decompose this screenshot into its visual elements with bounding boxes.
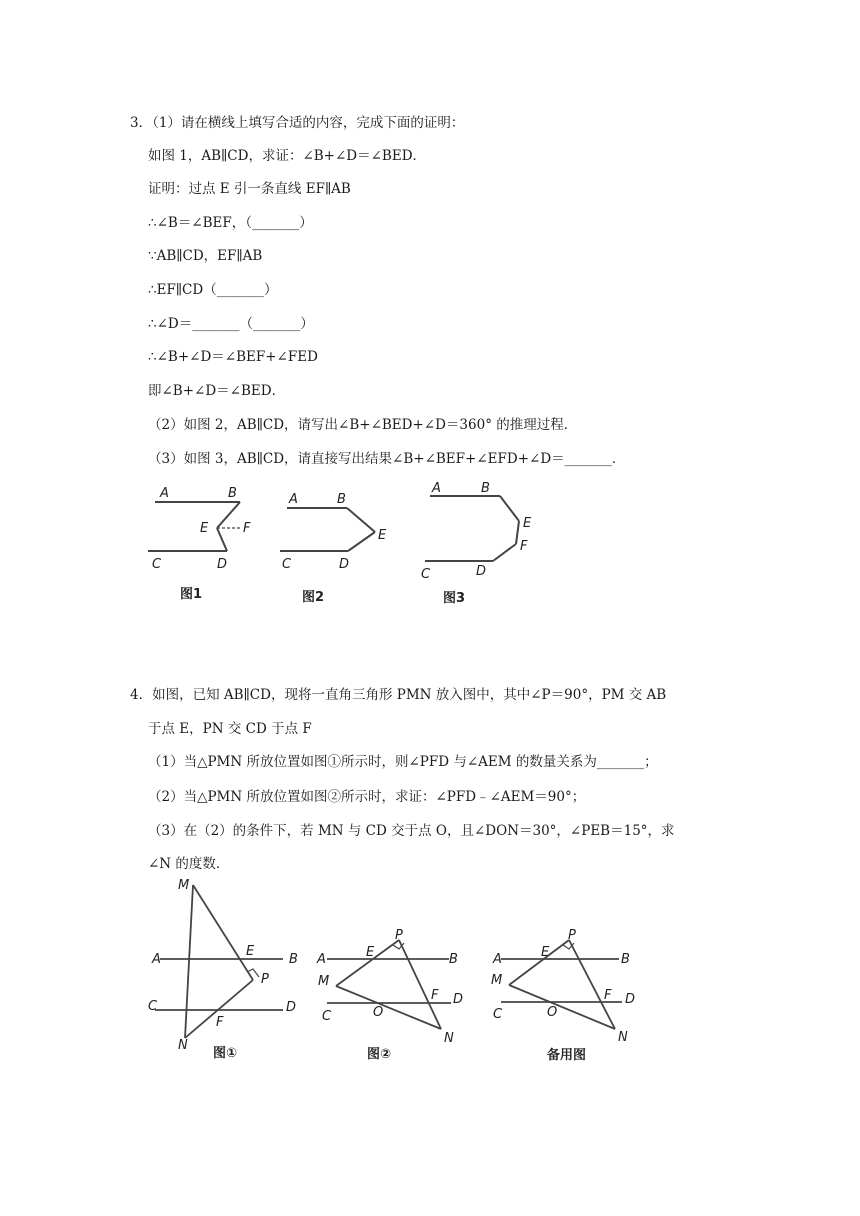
figc1-label-b: B xyxy=(289,952,298,967)
q4-line-1: 4．如图，已知 AB∥CD，现将一直角三角形 PMN 放入图中，其中∠P＝90°，PM 交 AB xyxy=(130,687,667,703)
figbk-label-o: O xyxy=(547,1005,558,1020)
fig2-label-b: B xyxy=(337,492,346,507)
figbk-caption: 备用图 xyxy=(547,1048,587,1063)
figbk-label-e: E xyxy=(541,945,550,960)
figc1-label-n: N xyxy=(178,1038,188,1053)
fig1-label-c: C xyxy=(152,557,162,572)
fig1-label-f: F xyxy=(243,521,251,536)
fig3-label-d: D xyxy=(476,564,487,579)
q3-line-10: （2）如图 2，AB∥CD，请写出∠B+∠BED+∠D＝360° 的推理过程． xyxy=(148,417,578,433)
figbk-label-b: B xyxy=(621,952,630,967)
fig1-label-a: A xyxy=(160,486,169,501)
figc2-label-o: O xyxy=(373,1005,384,1020)
fig2-label-a: A xyxy=(289,492,298,507)
fig1-label-d: D xyxy=(217,557,228,572)
fig3-label-a: A xyxy=(432,481,441,496)
fig2-caption: 图2 xyxy=(302,590,325,605)
figbk-label-a: A xyxy=(493,952,502,967)
q3-line-5: ∵AB∥CD，EF∥AB xyxy=(148,248,263,264)
figc1-label-p: P xyxy=(261,972,269,987)
q3-line-11: （3）如图 3，AB∥CD，请直接写出结果∠B+∠BEF+∠EFD+∠D＝_______． xyxy=(148,451,626,467)
fig3-label-c: C xyxy=(421,567,431,582)
q3-line-4: ∴∠B＝∠BEF，（_______） xyxy=(148,215,313,231)
figc1-label-a: A xyxy=(152,952,161,967)
figure-2 xyxy=(272,485,402,619)
figbk-label-p: P xyxy=(568,928,576,943)
fig2-label-e: E xyxy=(378,528,387,543)
fig3-caption: 图3 xyxy=(443,591,466,606)
figc2-label-a: A xyxy=(317,952,326,967)
q4-line-2: 于点 E，PN 交 CD 于点 F xyxy=(148,721,312,737)
fig2-label-c: C xyxy=(282,557,292,572)
figbk-label-n: N xyxy=(618,1030,628,1045)
figbk-label-f: F xyxy=(604,988,612,1003)
figc1-label-c: C xyxy=(148,999,158,1014)
figc2-label-d: D xyxy=(453,992,464,1007)
fig1-label-b: B xyxy=(228,486,237,501)
figc2-caption: 图② xyxy=(367,1047,392,1062)
figure-backup xyxy=(485,925,655,1074)
figc2-label-n: N xyxy=(444,1031,454,1046)
figure-3 xyxy=(413,478,563,612)
fig3-label-e: E xyxy=(523,516,532,531)
q3-line-8: ∴∠B+∠D＝∠BEF+∠FED xyxy=(148,349,318,365)
q3-line-3: 证明：过点 E 引一条直线 EF∥AB xyxy=(148,181,351,197)
figc2-label-b: B xyxy=(449,952,458,967)
figbk-label-c: C xyxy=(493,1007,503,1022)
figc2-label-f: F xyxy=(431,988,439,1003)
figure-circled-2 xyxy=(311,925,481,1074)
figc2-label-m: M xyxy=(318,974,330,989)
figc1-caption: 图① xyxy=(213,1046,238,1061)
figc2-label-p: P xyxy=(395,928,403,943)
figc1-label-f: F xyxy=(216,1015,224,1030)
fig3-label-f: F xyxy=(520,539,528,554)
q4-line-5: （3）在（2）的条件下，若 MN 与 CD 交于点 O，且∠DON＝30°，∠PEB＝15°，求 xyxy=(148,823,675,839)
figc1-label-e: E xyxy=(246,944,255,959)
q3-line-6: ∴EF∥CD（_______） xyxy=(148,282,278,298)
fig2-label-d: D xyxy=(339,557,350,572)
fig3-label-b: B xyxy=(481,481,490,496)
figc2-label-e: E xyxy=(366,945,375,960)
q3-line-2: 如图 1，AB∥CD，求证：∠B+∠D＝∠BED． xyxy=(148,148,427,164)
figbk-label-m: M xyxy=(491,973,503,988)
fig1-caption: 图1 xyxy=(180,587,203,602)
q3-line-1: 3．（1）请在横线上填写合适的内容，完成下面的证明： xyxy=(130,115,465,131)
q3-line-9: 即∠B+∠D＝∠BED． xyxy=(148,383,286,399)
figc1-label-d: D xyxy=(286,1000,297,1015)
q4-line-4: （2）当△PMN 所放位置如图②所示时，求证：∠PFD﹣∠AEM＝90°； xyxy=(148,789,586,805)
fig1-label-e: E xyxy=(200,521,209,536)
q4-line-6: ∠N 的度数． xyxy=(148,856,230,872)
figure-1 xyxy=(140,478,270,612)
figc2-label-c: C xyxy=(322,1009,332,1024)
figbk-label-d: D xyxy=(625,992,636,1007)
q3-line-7: ∴∠D＝_______（_______） xyxy=(148,316,314,332)
figure-circled-1 xyxy=(143,875,313,1074)
q4-line-3: （1）当△PMN 所放位置如图①所示时，则∠PFD 与∠AEM 的数量关系为_______； xyxy=(148,754,658,770)
figc1-label-m: M xyxy=(178,878,190,893)
